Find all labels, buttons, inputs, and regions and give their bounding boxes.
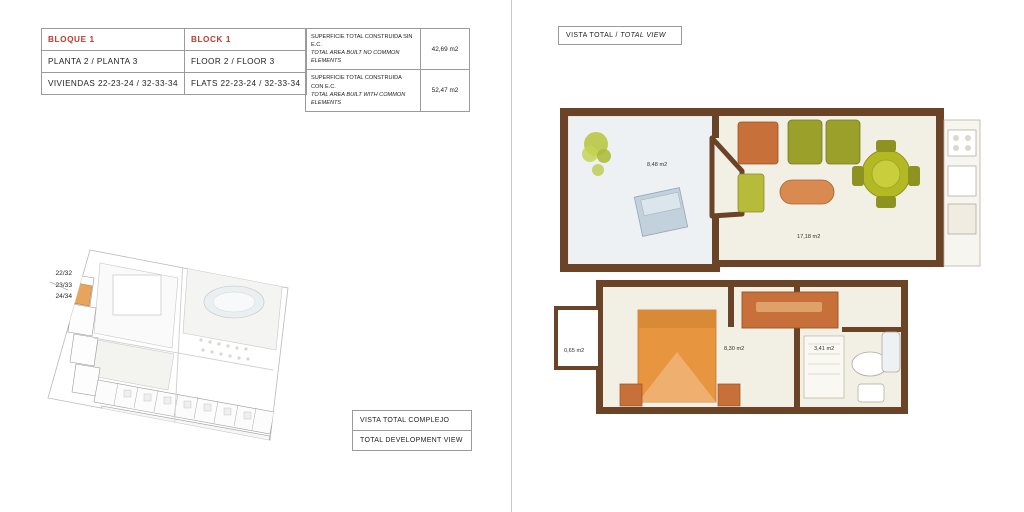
floor-label-en: FLOOR 2 / FLOOR 3 [184,51,307,73]
floor-plan-image [542,96,992,426]
legend-line-en: TOTAL DEVELOPMENT VIEW [352,431,472,451]
area-label-bathroom: 3,41 m2 [814,346,835,352]
area-value-no-common: 42,69 m2 [421,29,470,70]
area-label-bedroom: 8,30 m2 [724,346,745,352]
legend-line-es: VISTA TOTAL COMPLEJO [352,410,472,431]
table-row [306,70,470,111]
total-view-title-es: VISTA TOTAL / [566,32,621,39]
table-row [306,29,470,70]
site-plan-image [38,230,328,460]
area-label-living: 17,18 m2 [797,234,821,240]
table-row [42,29,307,51]
unit-label-3: 24/34 [55,293,72,300]
legend-box [352,410,472,451]
flats-label-es: VIVIENDAS 22-23-24 / 32-33-34 [42,73,185,95]
area-value-with-common: 52,47 m2 [421,70,470,111]
total-view-title [558,26,682,45]
area-desc-en: TOTAL AREA BUILT NO COMMON ELEMENTS [311,50,400,65]
block-label-en: BLOCK 1 [184,29,307,51]
unit-label-1: 22/32 [55,270,72,277]
area-desc-no-common [306,29,421,70]
right-page [512,0,1024,512]
unit-label-2: 23/33 [55,281,72,289]
left-page [0,0,511,512]
area-desc-es: SUPERFICIE TOTAL CONSTRUIDA SIN E.C. [311,34,413,49]
block-label-es: BLOQUE 1 [42,29,185,51]
area-desc-en: TOTAL AREA BUILT WITH COMMON ELEMENTS [311,91,406,106]
area-summary-table [305,28,470,112]
area-desc-es: SUPERFICIE TOTAL CONSTRUIDA CON E.C. [311,75,402,90]
area-label-store: 0,65 m2 [564,348,585,354]
table-row [42,73,307,95]
total-view-title-en: TOTAL VIEW [620,32,666,39]
floor-label-es: PLANTA 2 / PLANTA 3 [42,51,185,73]
block-info-table [41,28,307,95]
table-row [42,51,307,73]
area-desc-with-common [306,70,421,111]
area-label-terrace: 8,48 m2 [647,162,668,168]
flats-label-en: FLATS 22-23-24 / 32-33-34 [184,73,307,95]
